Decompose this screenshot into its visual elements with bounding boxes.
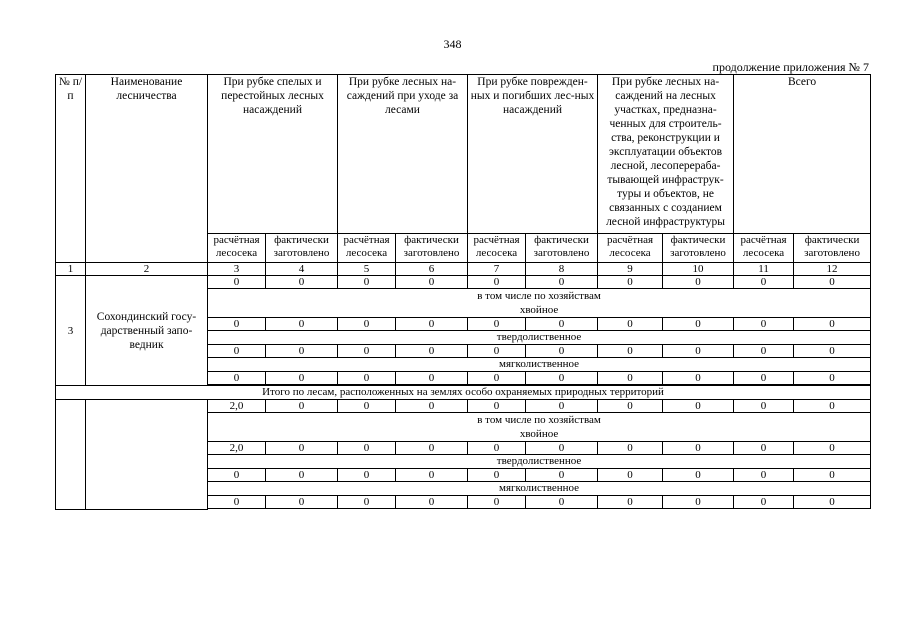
total-row xyxy=(56,386,871,400)
s2-label-softwood: мягколиственное xyxy=(208,482,871,496)
table-cell: 0 xyxy=(468,469,526,482)
table-cell: 0 xyxy=(338,400,396,413)
table-cell: 0 xyxy=(734,469,794,482)
s1-label-softwood: мягколиственное xyxy=(208,358,871,372)
sub-planned-1: расчётная лесосека xyxy=(208,234,266,263)
column-numbers-row xyxy=(56,263,871,276)
sub-planned-2: расчётная лесосека xyxy=(338,234,396,263)
sub-actual-2: фактически заготовлено xyxy=(396,234,468,263)
header-group-2: При рубке лесных на-саждений при уходе за лесами xyxy=(338,75,468,234)
header-group-4: При рубке лесных на-саждений на лесных участках, предназна-ченных для строитель-ства, реконструкции и эксплуатации объектов лесной, лесоперераба-тывающей инфраструк-туры и объектов, не связанных с созданием лесной инфраструктуры xyxy=(598,75,734,234)
table-cell: 0 xyxy=(663,496,734,509)
sub-actual-5: фактически заготовлено xyxy=(794,234,871,263)
col-number: 5 xyxy=(338,263,396,276)
table-cell: 0 xyxy=(794,276,871,289)
table-cell: 0 xyxy=(598,345,663,358)
table-cell: 0 xyxy=(338,469,396,482)
sub-actual-4: фактически заготовлено xyxy=(663,234,734,263)
table-cell: 0 xyxy=(794,318,871,331)
table-cell: 0 xyxy=(598,496,663,509)
s1-total-row xyxy=(56,276,871,289)
table-cell: 0 xyxy=(663,276,734,289)
col-number: 7 xyxy=(468,263,526,276)
table-cell: 0 xyxy=(663,400,734,413)
sub-actual-1: фактически заготовлено xyxy=(266,234,338,263)
col-number: 8 xyxy=(526,263,598,276)
page-number: 348 xyxy=(443,37,462,51)
s1-row-number: 3 xyxy=(56,276,86,386)
header-num: № п/п xyxy=(56,75,86,263)
sub-planned-3: расчётная лесосека xyxy=(468,234,526,263)
table-cell: 0 xyxy=(338,496,396,509)
col-number: 12 xyxy=(794,263,871,276)
table-cell: 0 xyxy=(396,469,468,482)
s1-label-including xyxy=(208,289,871,318)
col-number: 3 xyxy=(208,263,266,276)
table-cell: 0 xyxy=(663,442,734,455)
table-cell: 0 xyxy=(468,442,526,455)
table-cell: 0 xyxy=(734,442,794,455)
table-cell: 0 xyxy=(338,276,396,289)
table-cell: 0 xyxy=(338,318,396,331)
table-cell: 0 xyxy=(794,496,871,509)
table-cell: 0 xyxy=(468,496,526,509)
sub-planned-4: расчётная лесосека xyxy=(598,234,663,263)
sub-actual-3: фактически заготовлено xyxy=(526,234,598,263)
table-cell: 0 xyxy=(266,469,338,482)
table-cell: 0 xyxy=(266,400,338,413)
s2-name-empty xyxy=(86,400,208,510)
s1-label-hardwood: твердолиственное xyxy=(208,331,871,345)
table-cell: 0 xyxy=(598,276,663,289)
table-cell: 0 xyxy=(266,442,338,455)
table-cell: 0 xyxy=(208,318,266,331)
table-cell: 0 xyxy=(598,469,663,482)
table-cell: 0 xyxy=(396,276,468,289)
label-including: в том числе по хозяйствам xyxy=(477,290,601,302)
col-number: 11 xyxy=(734,263,794,276)
table-cell: 0 xyxy=(266,496,338,509)
table-cell: 0 xyxy=(396,318,468,331)
table-cell: 2,0 xyxy=(208,400,266,413)
table-cell: 0 xyxy=(526,318,598,331)
header-name: Наименование лесничества xyxy=(86,75,208,263)
table-cell: 0 xyxy=(338,442,396,455)
table-cell: 0 xyxy=(208,345,266,358)
table-cell: 0 xyxy=(526,372,598,385)
table-cell: 0 xyxy=(663,372,734,385)
total-label: Итого по лесам, расположенных на землях особо охраняемых природных территорий xyxy=(56,386,871,400)
table-cell: 0 xyxy=(734,372,794,385)
continuation-note: продолжение приложения № 7 xyxy=(712,60,869,74)
table-cell: 0 xyxy=(734,318,794,331)
table-cell: 0 xyxy=(598,442,663,455)
label-including: в том числе по хозяйствам xyxy=(477,414,601,426)
table-cell: 0 xyxy=(794,372,871,385)
table-cell: 0 xyxy=(526,469,598,482)
table-cell: 0 xyxy=(794,442,871,455)
col-number: 6 xyxy=(396,263,468,276)
table-cell: 0 xyxy=(468,345,526,358)
s2-label-hardwood: твердолиственное xyxy=(208,455,871,469)
table-cell: 0 xyxy=(208,372,266,385)
table-cell: 0 xyxy=(266,372,338,385)
s2-label-including xyxy=(208,413,871,442)
s1-forestry-name: Сохондинский госу-дарственный запо-ведник xyxy=(86,276,208,386)
table-cell: 0 xyxy=(468,276,526,289)
table-cell: 0 xyxy=(794,469,871,482)
label-coniferous: хвойное xyxy=(519,304,559,316)
table-cell: 0 xyxy=(468,372,526,385)
felling-table xyxy=(55,74,871,510)
header-group-1: При рубке спелых и перестойных лесных насаждений xyxy=(208,75,338,234)
table-cell: 0 xyxy=(396,400,468,413)
table-cell: 0 xyxy=(526,400,598,413)
table-cell: 0 xyxy=(663,345,734,358)
table-cell: 0 xyxy=(734,496,794,509)
table-cell: 0 xyxy=(598,400,663,413)
table-cell: 0 xyxy=(208,469,266,482)
col-number: 2 xyxy=(86,263,208,276)
table-cell: 0 xyxy=(526,345,598,358)
label-coniferous: хвойное xyxy=(519,428,559,440)
table-cell: 0 xyxy=(208,496,266,509)
s2-num-empty xyxy=(56,400,86,510)
header-group-5: Всего xyxy=(734,75,871,234)
table-cell: 0 xyxy=(338,372,396,385)
table-cell: 0 xyxy=(663,318,734,331)
table-cell: 0 xyxy=(338,345,396,358)
table-cell: 0 xyxy=(396,496,468,509)
header-row xyxy=(56,75,871,234)
table-cell: 0 xyxy=(598,372,663,385)
table-cell: 0 xyxy=(526,496,598,509)
table-cell: 0 xyxy=(794,400,871,413)
table-cell: 2,0 xyxy=(208,442,266,455)
table-cell: 0 xyxy=(396,442,468,455)
col-number: 1 xyxy=(56,263,86,276)
table-cell: 0 xyxy=(526,442,598,455)
table-cell: 0 xyxy=(468,318,526,331)
table-cell: 0 xyxy=(266,318,338,331)
s2-total-row xyxy=(56,400,871,413)
header-group-3: При рубке поврежден-ных и погибших лес-ных насаждений xyxy=(468,75,598,234)
table-cell: 0 xyxy=(208,276,266,289)
table-cell: 0 xyxy=(598,318,663,331)
sub-planned-5: расчётная лесосека xyxy=(734,234,794,263)
table-cell: 0 xyxy=(266,345,338,358)
table-cell: 0 xyxy=(396,345,468,358)
table-cell: 0 xyxy=(526,276,598,289)
table-cell: 0 xyxy=(734,400,794,413)
table-cell: 0 xyxy=(734,276,794,289)
col-number: 9 xyxy=(598,263,663,276)
table-cell: 0 xyxy=(468,400,526,413)
table-cell: 0 xyxy=(794,345,871,358)
table-cell: 0 xyxy=(734,345,794,358)
table-cell: 0 xyxy=(266,276,338,289)
table-cell: 0 xyxy=(663,469,734,482)
table-cell: 0 xyxy=(396,372,468,385)
col-number: 4 xyxy=(266,263,338,276)
col-number: 10 xyxy=(663,263,734,276)
